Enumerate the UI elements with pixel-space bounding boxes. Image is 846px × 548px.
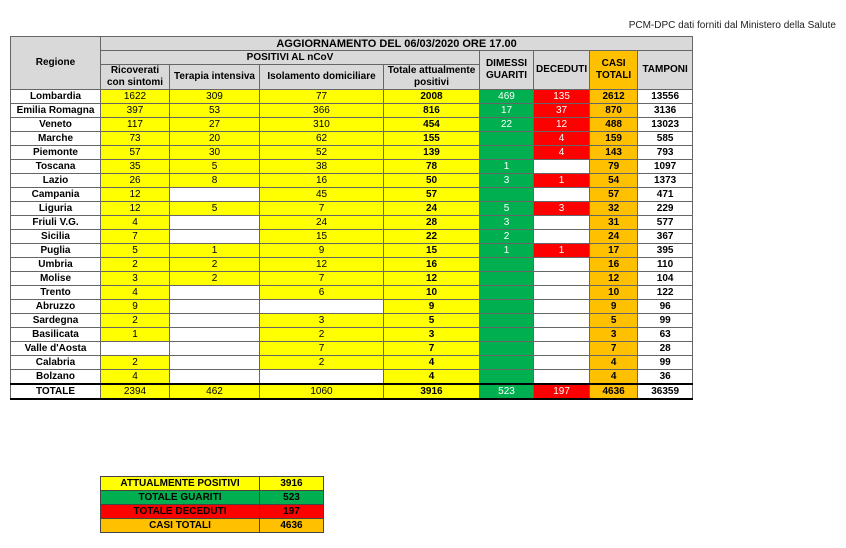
- cell-casi: 3: [590, 328, 638, 342]
- table-row: [11, 202, 693, 216]
- cell-terapia: [170, 286, 260, 300]
- cell-casi: 16: [590, 258, 638, 272]
- cell-casi: 54: [590, 174, 638, 188]
- table-row: [11, 188, 693, 202]
- cell-tamponi: 99: [638, 356, 693, 370]
- table-row: [11, 370, 693, 385]
- cell-isolamento: 3: [260, 314, 384, 328]
- table-row: [11, 314, 693, 328]
- cell-isolamento: 45: [260, 188, 384, 202]
- cell-casi: 32: [590, 202, 638, 216]
- cell-casi: 79: [590, 160, 638, 174]
- totals-terapia: 462: [170, 384, 260, 399]
- cell-terapia: 2: [170, 258, 260, 272]
- cell-isolamento: 7: [260, 202, 384, 216]
- cell-dimessi: 2: [480, 230, 534, 244]
- cell-regione: Abruzzo: [11, 300, 101, 314]
- cell-totale: 3: [384, 328, 480, 342]
- cell-casi: 143: [590, 146, 638, 160]
- source-note: PCM-DPC dati forniti dal Ministero della Salute: [628, 20, 836, 31]
- cell-dimessi: 3: [480, 216, 534, 230]
- cell-ricoverati: 117: [101, 118, 170, 132]
- cell-terapia: [170, 216, 260, 230]
- cell-terapia: 2: [170, 272, 260, 286]
- cell-isolamento: 2: [260, 328, 384, 342]
- header-regione: Regione: [11, 37, 101, 90]
- cell-casi: 4: [590, 356, 638, 370]
- cell-casi: 57: [590, 188, 638, 202]
- cell-tamponi: 367: [638, 230, 693, 244]
- cell-isolamento: 52: [260, 146, 384, 160]
- cell-ricoverati: 9: [101, 300, 170, 314]
- cell-regione: Emilia Romagna: [11, 104, 101, 118]
- cell-isolamento: 24: [260, 216, 384, 230]
- table-row: [11, 244, 693, 258]
- cell-ricoverati: 12: [101, 202, 170, 216]
- summary-value: 3916: [260, 477, 324, 491]
- cell-tamponi: 793: [638, 146, 693, 160]
- cell-deceduti: [534, 300, 590, 314]
- cell-tamponi: 577: [638, 216, 693, 230]
- cell-regione: Calabria: [11, 356, 101, 370]
- cell-totale: 22: [384, 230, 480, 244]
- cell-dimessi: [480, 188, 534, 202]
- header-ricoverati: Ricoverati con sintomi: [101, 65, 170, 90]
- cell-terapia: 27: [170, 118, 260, 132]
- cell-terapia: [170, 300, 260, 314]
- cell-regione: Veneto: [11, 118, 101, 132]
- cell-ricoverati: 2: [101, 356, 170, 370]
- cell-totale: 57: [384, 188, 480, 202]
- cell-totale: 816: [384, 104, 480, 118]
- cell-regione: Umbria: [11, 258, 101, 272]
- cell-deceduti: [534, 342, 590, 356]
- cell-tamponi: 28: [638, 342, 693, 356]
- table-row: [11, 300, 693, 314]
- totals-deceduti: 197: [534, 384, 590, 399]
- summary-label: TOTALE DECEDUTI: [101, 505, 260, 519]
- cell-regione: Lombardia: [11, 90, 101, 104]
- cell-terapia: 5: [170, 202, 260, 216]
- cell-casi: 9: [590, 300, 638, 314]
- summary-label: CASI TOTALI: [101, 519, 260, 533]
- cell-ricoverati: 2: [101, 314, 170, 328]
- table-body: [11, 90, 693, 385]
- table-row: [11, 146, 693, 160]
- cell-terapia: [170, 370, 260, 385]
- cell-isolamento: 7: [260, 272, 384, 286]
- cell-totale: 28: [384, 216, 480, 230]
- cell-totale: 50: [384, 174, 480, 188]
- cell-deceduti: [534, 272, 590, 286]
- header-totale-positivi: Totale attualmente positivi: [384, 65, 480, 90]
- cell-dimessi: [480, 370, 534, 385]
- cell-deceduti: 37: [534, 104, 590, 118]
- cell-dimessi: 5: [480, 202, 534, 216]
- cell-casi: 12: [590, 272, 638, 286]
- cell-casi: 17: [590, 244, 638, 258]
- cell-regione: Molise: [11, 272, 101, 286]
- cell-terapia: 309: [170, 90, 260, 104]
- cell-deceduti: [534, 356, 590, 370]
- cell-dimessi: [480, 342, 534, 356]
- cell-tamponi: 585: [638, 132, 693, 146]
- cell-deceduti: 1: [534, 244, 590, 258]
- cell-deceduti: 4: [534, 132, 590, 146]
- cell-tamponi: 1373: [638, 174, 693, 188]
- cell-totale: 4: [384, 370, 480, 385]
- cell-ricoverati: 57: [101, 146, 170, 160]
- cell-terapia: [170, 328, 260, 342]
- cell-tamponi: 36: [638, 370, 693, 385]
- cell-regione: Friuli V.G.: [11, 216, 101, 230]
- summary-row: [101, 505, 324, 519]
- cell-dimessi: 469: [480, 90, 534, 104]
- header-positivi: POSITIVI AL nCoV: [101, 51, 480, 65]
- cell-tamponi: 63: [638, 328, 693, 342]
- cell-ricoverati: 1: [101, 328, 170, 342]
- cell-tamponi: 395: [638, 244, 693, 258]
- summary-row: [101, 519, 324, 533]
- cell-regione: Sicilia: [11, 230, 101, 244]
- cell-casi: 5: [590, 314, 638, 328]
- summary-label: ATTUALMENTE POSITIVI: [101, 477, 260, 491]
- cell-totale: 5: [384, 314, 480, 328]
- cell-casi: 159: [590, 132, 638, 146]
- cell-terapia: 53: [170, 104, 260, 118]
- cell-isolamento: [260, 300, 384, 314]
- header-dimessi: DIMESSI GUARITI: [480, 51, 534, 90]
- totals-dimessi: 523: [480, 384, 534, 399]
- table-row: [11, 104, 693, 118]
- cell-ricoverati: 7: [101, 230, 170, 244]
- cell-deceduti: 12: [534, 118, 590, 132]
- table-row: [11, 272, 693, 286]
- cell-dimessi: [480, 328, 534, 342]
- cell-ricoverati: [101, 342, 170, 356]
- totals-tamponi: 36359: [638, 384, 693, 399]
- cell-dimessi: [480, 272, 534, 286]
- table-row: [11, 90, 693, 104]
- cell-casi: 31: [590, 216, 638, 230]
- summary-row: [101, 477, 324, 491]
- cell-regione: Piemonte: [11, 146, 101, 160]
- cell-tamponi: 96: [638, 300, 693, 314]
- cell-totale: 155: [384, 132, 480, 146]
- cell-tamponi: 13556: [638, 90, 693, 104]
- cell-isolamento: 2: [260, 356, 384, 370]
- cell-totale: 78: [384, 160, 480, 174]
- cell-ricoverati: 1622: [101, 90, 170, 104]
- table-row: [11, 286, 693, 300]
- cell-terapia: [170, 342, 260, 356]
- table-row: [11, 356, 693, 370]
- cell-tamponi: 122: [638, 286, 693, 300]
- cell-dimessi: [480, 132, 534, 146]
- cell-tamponi: 110: [638, 258, 693, 272]
- totals-ricoverati: 2394: [101, 384, 170, 399]
- cell-regione: Basilicata: [11, 328, 101, 342]
- table-row: [11, 118, 693, 132]
- cell-deceduti: 135: [534, 90, 590, 104]
- cell-totale: 10: [384, 286, 480, 300]
- cell-dimessi: [480, 258, 534, 272]
- cell-totale: 454: [384, 118, 480, 132]
- cell-ricoverati: 2: [101, 258, 170, 272]
- cell-deceduti: [534, 286, 590, 300]
- cell-terapia: 30: [170, 146, 260, 160]
- cell-deceduti: [534, 188, 590, 202]
- cell-totale: 139: [384, 146, 480, 160]
- cell-isolamento: 366: [260, 104, 384, 118]
- table-row: [11, 342, 693, 356]
- totals-casi: 4636: [590, 384, 638, 399]
- cell-terapia: [170, 314, 260, 328]
- cell-dimessi: [480, 286, 534, 300]
- cell-deceduti: [534, 216, 590, 230]
- cell-casi: 10: [590, 286, 638, 300]
- header-deceduti: DECEDUTI: [534, 51, 590, 90]
- cell-tamponi: 99: [638, 314, 693, 328]
- cell-deceduti: 3: [534, 202, 590, 216]
- cell-totale: 16: [384, 258, 480, 272]
- cell-isolamento: 310: [260, 118, 384, 132]
- cell-casi: 488: [590, 118, 638, 132]
- cell-totale: 24: [384, 202, 480, 216]
- cell-ricoverati: 5: [101, 244, 170, 258]
- cell-ricoverati: 397: [101, 104, 170, 118]
- cell-terapia: [170, 188, 260, 202]
- header-tamponi: TAMPONI: [638, 51, 693, 90]
- summary-value: 523: [260, 491, 324, 505]
- cell-ricoverati: 4: [101, 370, 170, 385]
- header-terapia: Terapia intensiva: [170, 65, 260, 90]
- cell-tamponi: 229: [638, 202, 693, 216]
- table-row: [11, 216, 693, 230]
- cell-regione: Bolzano: [11, 370, 101, 385]
- summary-value: 197: [260, 505, 324, 519]
- cell-casi: 2612: [590, 90, 638, 104]
- table-row: [11, 258, 693, 272]
- cell-terapia: [170, 230, 260, 244]
- cell-dimessi: 1: [480, 244, 534, 258]
- cell-ricoverati: 4: [101, 216, 170, 230]
- table-row: [11, 174, 693, 188]
- cell-regione: Lazio: [11, 174, 101, 188]
- cell-casi: 24: [590, 230, 638, 244]
- cell-regione: Toscana: [11, 160, 101, 174]
- cell-isolamento: 6: [260, 286, 384, 300]
- cell-dimessi: 22: [480, 118, 534, 132]
- totals-isolamento: 1060: [260, 384, 384, 399]
- summary-table: [100, 476, 324, 533]
- cell-totale: 7: [384, 342, 480, 356]
- cell-totale: 12: [384, 272, 480, 286]
- cell-dimessi: 3: [480, 174, 534, 188]
- cell-regione: Campania: [11, 188, 101, 202]
- cell-deceduti: [534, 314, 590, 328]
- cell-ricoverati: 4: [101, 286, 170, 300]
- cell-isolamento: 15: [260, 230, 384, 244]
- cell-dimessi: [480, 356, 534, 370]
- cell-dimessi: [480, 314, 534, 328]
- cell-regione: Marche: [11, 132, 101, 146]
- table-row: [11, 230, 693, 244]
- cell-regione: Trento: [11, 286, 101, 300]
- cell-terapia: 8: [170, 174, 260, 188]
- table-row: [11, 132, 693, 146]
- cell-isolamento: 12: [260, 258, 384, 272]
- cell-casi: 7: [590, 342, 638, 356]
- cell-isolamento: 16: [260, 174, 384, 188]
- covid-table: [10, 36, 693, 400]
- table-row: [11, 160, 693, 174]
- summary-row: [101, 491, 324, 505]
- cell-ricoverati: 35: [101, 160, 170, 174]
- totals-totale: 3916: [384, 384, 480, 399]
- cell-dimessi: 17: [480, 104, 534, 118]
- cell-ricoverati: 3: [101, 272, 170, 286]
- table-row: [11, 328, 693, 342]
- cell-dimessi: [480, 300, 534, 314]
- cell-deceduti: [534, 160, 590, 174]
- cell-totale: 9: [384, 300, 480, 314]
- cell-terapia: 5: [170, 160, 260, 174]
- summary-value: 4636: [260, 519, 324, 533]
- totals-row: [11, 384, 693, 399]
- cell-tamponi: 471: [638, 188, 693, 202]
- cell-isolamento: 77: [260, 90, 384, 104]
- cell-tamponi: 13023: [638, 118, 693, 132]
- cell-isolamento: 7: [260, 342, 384, 356]
- cell-deceduti: [534, 370, 590, 385]
- cell-deceduti: 1: [534, 174, 590, 188]
- cell-terapia: 20: [170, 132, 260, 146]
- cell-regione: Valle d'Aosta: [11, 342, 101, 356]
- cell-terapia: [170, 356, 260, 370]
- cell-isolamento: [260, 370, 384, 385]
- cell-deceduti: 4: [534, 146, 590, 160]
- cell-isolamento: 38: [260, 160, 384, 174]
- header-isolamento: Isolamento domiciliare: [260, 65, 384, 90]
- table-title: AGGIORNAMENTO DEL 06/03/2020 ORE 17.00: [101, 37, 693, 51]
- summary-label: TOTALE GUARITI: [101, 491, 260, 505]
- header-casi: CASI TOTALI: [590, 51, 638, 90]
- cell-dimessi: 1: [480, 160, 534, 174]
- cell-terapia: 1: [170, 244, 260, 258]
- cell-totale: 4: [384, 356, 480, 370]
- cell-ricoverati: 26: [101, 174, 170, 188]
- cell-regione: Sardegna: [11, 314, 101, 328]
- cell-dimessi: [480, 146, 534, 160]
- cell-totale: 15: [384, 244, 480, 258]
- cell-casi: 4: [590, 370, 638, 385]
- cell-deceduti: [534, 258, 590, 272]
- cell-ricoverati: 73: [101, 132, 170, 146]
- totals-label: TOTALE: [11, 384, 101, 399]
- cell-regione: Puglia: [11, 244, 101, 258]
- cell-tamponi: 1097: [638, 160, 693, 174]
- cell-tamponi: 104: [638, 272, 693, 286]
- cell-regione: Liguria: [11, 202, 101, 216]
- cell-isolamento: 9: [260, 244, 384, 258]
- cell-tamponi: 3136: [638, 104, 693, 118]
- cell-isolamento: 62: [260, 132, 384, 146]
- cell-casi: 870: [590, 104, 638, 118]
- cell-totale: 2008: [384, 90, 480, 104]
- cell-deceduti: [534, 328, 590, 342]
- cell-deceduti: [534, 230, 590, 244]
- cell-ricoverati: 12: [101, 188, 170, 202]
